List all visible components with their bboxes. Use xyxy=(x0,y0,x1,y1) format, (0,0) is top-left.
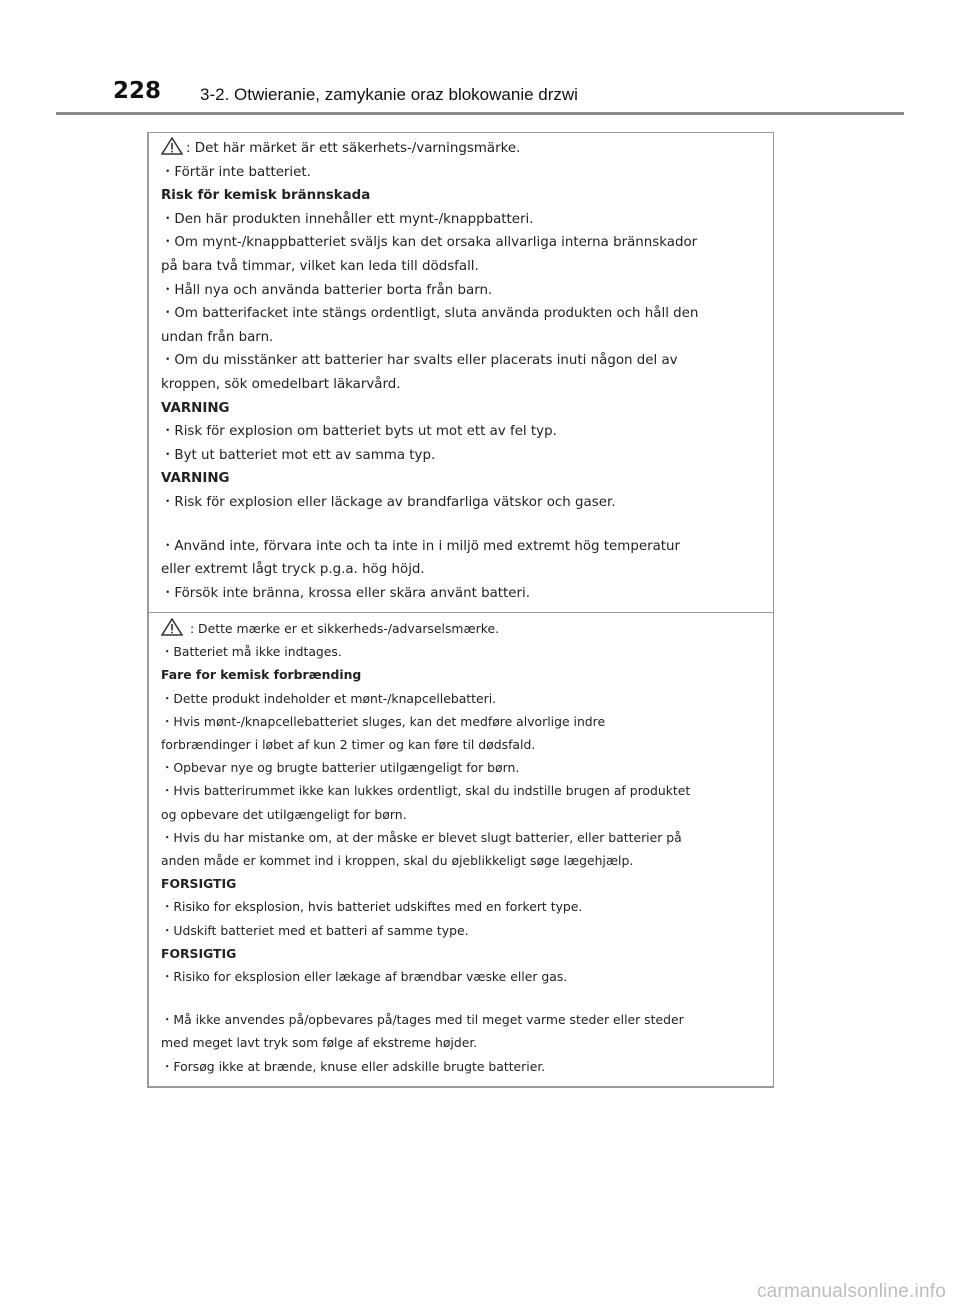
label-heading: Risk för kemisk brännskada xyxy=(161,188,371,204)
label-line: ・Om batterifacket inte stängs ordentligt, sluta använda produkten och håll den xyxy=(161,306,699,322)
label-line: undan från barn. xyxy=(161,329,274,345)
watermark: carmanualsonline.info xyxy=(756,1281,946,1302)
label-intro xyxy=(161,137,773,161)
label-line: på bara två timmar, vilket kan leda till dödsfall. xyxy=(161,258,479,274)
label-heading: FORSIGTIG xyxy=(161,945,237,961)
label-line: ・Hvis mønt-/knapcellebatteriet sluges, kan det medføre alvorlige indre xyxy=(161,713,606,729)
label-line: ・Udskift batteriet med et batteri af samme type. xyxy=(161,922,469,938)
label-line: ・Håll nya och använda batterier borta från barn. xyxy=(161,282,493,298)
warning-triangle-icon xyxy=(161,618,183,636)
label-line: anden måde er kommet ind i kroppen, skal du øjeblikkeligt søge lægehjælp. xyxy=(161,853,634,869)
warning-triangle-icon xyxy=(161,137,183,155)
label-line: eller extremt lågt tryck p.g.a. hög höjd. xyxy=(161,562,425,578)
label-line: ・Hvis du har mistanke om, at der måske er blevet slugt batterier, eller batterier på xyxy=(161,829,682,845)
label-line: ・Risiko for eksplosion eller lækage af brændbar væske eller gas. xyxy=(161,969,568,985)
label-line: ・Må ikke anvendes på/opbevares på/tages med til meget varme steder eller steder xyxy=(161,1012,684,1028)
label-heading: VARNING xyxy=(161,400,230,416)
label-line: ・Om mynt-/knappbatteriet sväljs kan det orsaka allvarliga interna brännskador xyxy=(161,235,698,251)
label-line: ・Opbevar nye og brugte batterier utilgængeligt for børn. xyxy=(161,760,520,776)
spacer xyxy=(161,988,773,1008)
label-intro-text: : Det här märket är ett säkerhets-/varningsmärke. xyxy=(186,141,521,156)
label-heading: Fare for kemisk forbrænding xyxy=(161,667,362,683)
label-line: ・Forsøg ikke at brænde, knuse eller adskille brugte batterier. xyxy=(161,1058,546,1074)
label-line: ・Förtär inte batteriet. xyxy=(161,164,311,180)
warning-label-swedish xyxy=(147,132,774,612)
label-line: ・Den här produkten innehåller ett mynt-/knappbatteri. xyxy=(161,211,534,227)
label-heading: FORSIGTIG xyxy=(161,876,237,892)
header-rule xyxy=(56,112,904,115)
label-line: ・Risk för explosion om batteriet byts ut mot ett av fel typ. xyxy=(161,424,557,440)
label-intro xyxy=(161,617,773,640)
chapter-title: 3-2. Otwieranie, zamykanie oraz blokowanie drzwi xyxy=(200,85,578,104)
label-line: ・Risiko for eksplosion, hvis batteriet udskiftes med en forkert type. xyxy=(161,899,583,915)
label-line: ・Hvis batterirummet ikke kan lukkes ordentligt, skal du indstille brugen af produktet xyxy=(161,783,691,799)
label-heading: VARNING xyxy=(161,471,230,487)
spacer xyxy=(161,515,773,535)
label-line: ・Byt ut batteriet mot ett av samma typ. xyxy=(161,447,436,463)
label-line: ・Dette produkt indeholder et mønt-/knapcellebatteri. xyxy=(161,690,497,706)
label-line: ・Försök inte bränna, krossa eller skära använt batteri. xyxy=(161,585,531,601)
label-line: og opbevare det utilgængeligt for børn. xyxy=(161,806,407,822)
label-intro-text: : Dette mærke er et sikkerheds-/advarselsmærke. xyxy=(186,621,500,636)
label-line: kroppen, sök omedelbart läkarvård. xyxy=(161,376,401,392)
label-line: ・Om du misstänker att batterier har svalts eller placerats inuti någon del av xyxy=(161,353,678,369)
warning-label-danish xyxy=(147,612,774,1088)
label-line: ・Använd inte, förvara inte och ta inte in i miljö med extremt hög temperatur xyxy=(161,538,681,554)
page-number: 228 xyxy=(113,78,162,104)
label-line: ・Risk för explosion eller läckage av brandfarliga vätskor och gaser. xyxy=(161,494,616,510)
page-header xyxy=(0,0,960,116)
label-line: ・Batteriet må ikke indtages. xyxy=(161,644,342,660)
label-line: forbrændinger i løbet af kun 2 timer og kan føre til dødsfald. xyxy=(161,737,536,753)
label-line: med meget lavt tryk som følge af ekstreme højder. xyxy=(161,1035,478,1051)
